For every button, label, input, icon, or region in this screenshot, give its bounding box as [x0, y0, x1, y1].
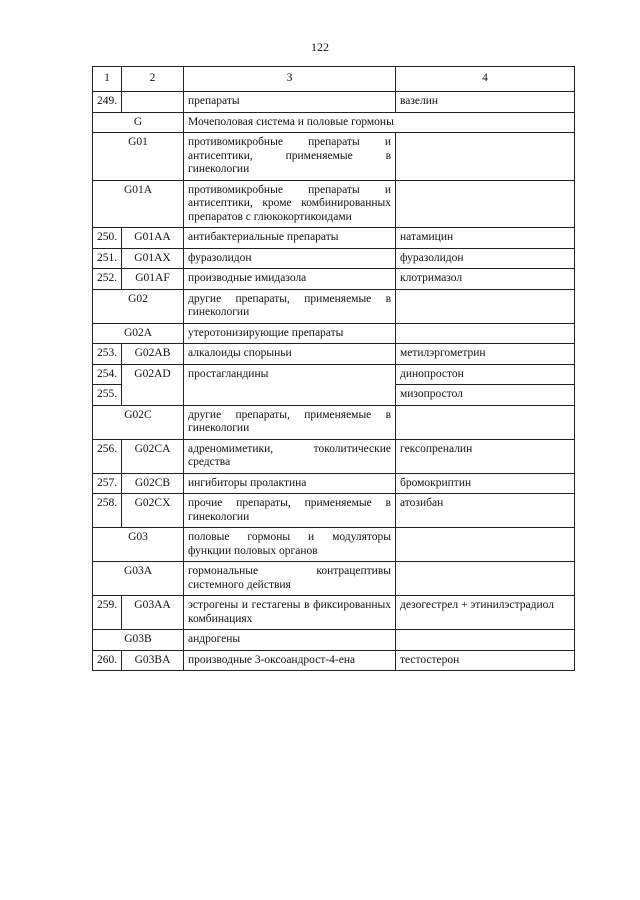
- empty-cell: [396, 180, 575, 228]
- empty-cell: [396, 528, 575, 562]
- atc-code: G02CA: [122, 439, 184, 473]
- table-row: [93, 650, 575, 671]
- table-row: [93, 596, 575, 630]
- row-number: 250.: [93, 228, 122, 249]
- atc-description: эстрогены и гестагены в фиксированных комбинациях: [184, 596, 396, 630]
- medicine-table: [92, 66, 575, 671]
- drug-name: натамицин: [396, 228, 575, 249]
- table-row: [93, 364, 575, 385]
- atc-code: G01A: [93, 180, 184, 228]
- table-row: [93, 248, 575, 269]
- header-cell: 3: [184, 67, 396, 92]
- row-number: 256.: [93, 439, 122, 473]
- row-number: 260.: [93, 650, 122, 671]
- atc-code: G03A: [93, 562, 184, 596]
- atc-description: производные имидазола: [184, 269, 396, 290]
- drug-name: дезогестрел + этинилэстрадиол: [396, 596, 575, 630]
- atc-description: алкалоиды спорыньи: [184, 344, 396, 365]
- atc-code: G02C: [93, 405, 184, 439]
- drug-name: тестостерон: [396, 650, 575, 671]
- atc-description: антибактериальные препараты: [184, 228, 396, 249]
- row-number: 253.: [93, 344, 122, 365]
- atc-description: прочие препараты, применяемые в гинекологии: [184, 494, 396, 528]
- drug-name: вазелин: [396, 92, 575, 113]
- atc-code: G03BA: [122, 650, 184, 671]
- table-row: [93, 92, 575, 113]
- atc-description: фуразолидон: [184, 248, 396, 269]
- drug-name: фуразолидон: [396, 248, 575, 269]
- atc-code: G01: [93, 133, 184, 181]
- atc-code: G02AB: [122, 344, 184, 365]
- atc-code: G03: [93, 528, 184, 562]
- header-cell: 2: [122, 67, 184, 92]
- atc-code: G02AD: [122, 364, 184, 405]
- atc-description: ингибиторы пролактина: [184, 473, 396, 494]
- group-row: [93, 133, 575, 181]
- table-row: [93, 228, 575, 249]
- drug-name: атозибан: [396, 494, 575, 528]
- row-number: 251.: [93, 248, 122, 269]
- group-row: [93, 405, 575, 439]
- atc-code: G02CB: [122, 473, 184, 494]
- group-row: [93, 289, 575, 323]
- atc-code: G03B: [93, 630, 184, 651]
- drug-name: клотримазол: [396, 269, 575, 290]
- table-row: [93, 439, 575, 473]
- empty-cell: [396, 289, 575, 323]
- atc-description: Мочеполовая система и половые гормоны: [184, 112, 575, 133]
- row-number: 258.: [93, 494, 122, 528]
- empty-cell: [396, 562, 575, 596]
- row-number: 259.: [93, 596, 122, 630]
- atc-description: адреномиметики, токолитические средства: [184, 439, 396, 473]
- atc-description: гормональные контрацептивы системного действия: [184, 562, 396, 596]
- atc-description: противомикробные препараты и антисептики, кроме комбинированных препаратов с глюкокортикоидами: [184, 180, 396, 228]
- atc-code: G01AF: [122, 269, 184, 290]
- atc-code: G01AA: [122, 228, 184, 249]
- group-row: [93, 112, 575, 133]
- atc-code: G: [93, 112, 184, 133]
- table-row: [93, 494, 575, 528]
- atc-description: другие препараты, применяемые в гинекологии: [184, 289, 396, 323]
- atc-description: утеротонизирующие препараты: [184, 323, 396, 344]
- table-row: [93, 473, 575, 494]
- drug-name: бромокриптин: [396, 473, 575, 494]
- atc-code: [122, 92, 184, 113]
- empty-cell: [396, 405, 575, 439]
- page-number: 122: [311, 40, 329, 54]
- group-row: [93, 528, 575, 562]
- row-number: 252.: [93, 269, 122, 290]
- group-row: [93, 323, 575, 344]
- atc-code: G02CX: [122, 494, 184, 528]
- table-header-row: [93, 67, 575, 92]
- atc-description: половые гормоны и модуляторы функции половых органов: [184, 528, 396, 562]
- atc-description: другие препараты, применяемые в гинекологии: [184, 405, 396, 439]
- empty-cell: [396, 133, 575, 181]
- group-row: [93, 630, 575, 651]
- group-row: [93, 562, 575, 596]
- row-number: 254.: [93, 364, 122, 385]
- drug-name: гексопреналин: [396, 439, 575, 473]
- header-cell: 4: [396, 67, 575, 92]
- atc-description: препараты: [184, 92, 396, 113]
- drug-name: мизопростол: [396, 385, 575, 406]
- atc-code: G02A: [93, 323, 184, 344]
- table-row: [93, 269, 575, 290]
- atc-code: G02: [93, 289, 184, 323]
- row-number: 249.: [93, 92, 122, 113]
- atc-description: простагландины: [184, 364, 396, 405]
- atc-description: противомикробные препараты и антисептики, применяемые в гинекологии: [184, 133, 396, 181]
- empty-cell: [396, 323, 575, 344]
- drug-name: метилэргометрин: [396, 344, 575, 365]
- row-number: 257.: [93, 473, 122, 494]
- atc-description: производные 3-оксоандрост-4-ена: [184, 650, 396, 671]
- table-row: [93, 344, 575, 365]
- atc-code: G03AA: [122, 596, 184, 630]
- atc-description: андрогены: [184, 630, 396, 651]
- atc-code: G01AX: [122, 248, 184, 269]
- drug-name: динопростон: [396, 364, 575, 385]
- empty-cell: [396, 630, 575, 651]
- group-row: [93, 180, 575, 228]
- row-number: 255.: [93, 385, 122, 406]
- header-cell: 1: [93, 67, 122, 92]
